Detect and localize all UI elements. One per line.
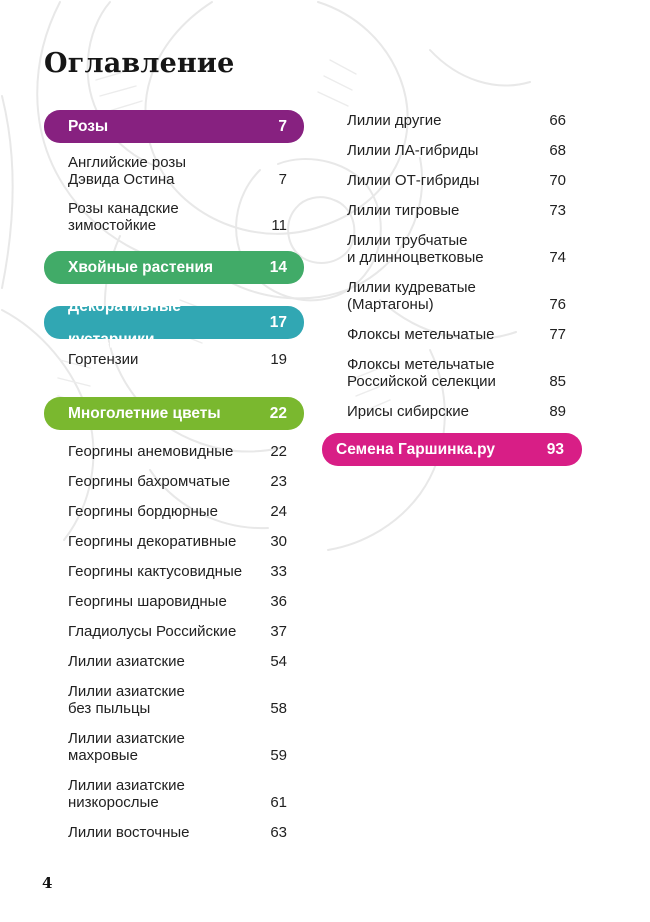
toc-item-row bbox=[322, 403, 582, 420]
toc-item-label: Розы канадские зимостойкие bbox=[68, 200, 179, 234]
toc-item-label: Лилии азиатские махровые bbox=[68, 730, 185, 764]
toc-item-page: 11 bbox=[271, 217, 287, 234]
toc-item-label: Гортензии bbox=[68, 351, 139, 368]
toc-item-page: 23 bbox=[270, 473, 287, 490]
toc-item-row bbox=[44, 777, 304, 811]
toc-section-label: Декоративные кустарники bbox=[68, 297, 181, 348]
toc-item-page: 58 bbox=[270, 700, 287, 717]
toc-item-label: Лилии азиатские bbox=[68, 653, 185, 670]
toc-item-page: 74 bbox=[549, 249, 566, 266]
toc-section-page: 7 bbox=[278, 118, 287, 135]
toc-section-bar-lightgreen bbox=[44, 397, 304, 430]
toc-item-label: Лилии восточные bbox=[68, 824, 190, 841]
toc-item-page: 19 bbox=[270, 351, 287, 368]
toc-item-label: Георгины анемовидные bbox=[68, 443, 234, 460]
toc-item-page: 73 bbox=[549, 202, 566, 219]
toc-item-label: Лилии кудреватые (Мартагоны) bbox=[347, 279, 476, 313]
toc-item-page: 37 bbox=[270, 623, 287, 640]
toc-section-label: Хвойные растения bbox=[68, 259, 214, 276]
toc-item-row bbox=[322, 112, 582, 129]
toc-item-row bbox=[44, 503, 304, 520]
toc-section-label: Семена Гаршинка.ру bbox=[336, 441, 496, 458]
toc-item-label: Георгины кактусовидные bbox=[68, 563, 243, 580]
toc-item-row bbox=[44, 824, 304, 841]
page-number: 4 bbox=[42, 874, 53, 892]
toc-item-page: 30 bbox=[270, 533, 287, 550]
toc-item-label: Лилии азиатские низкорослые bbox=[68, 777, 185, 811]
toc-item-label: Лилии ЛА-гибриды bbox=[347, 142, 479, 159]
toc-item-page: 70 bbox=[549, 172, 566, 189]
toc-item-page: 76 bbox=[549, 296, 566, 313]
toc-item-row bbox=[322, 356, 582, 390]
toc-item-label: Ирисы сибирские bbox=[347, 403, 469, 420]
toc-item-row bbox=[322, 142, 582, 159]
toc-item-row bbox=[322, 172, 582, 189]
toc-item-page: 7 bbox=[278, 171, 287, 188]
toc-right-column bbox=[322, 110, 582, 479]
toc-item-page: 24 bbox=[270, 503, 287, 520]
toc-item-label: Флоксы метельчатые Российской селекции bbox=[347, 356, 496, 390]
toc-item-label: Георгины шаровидные bbox=[68, 593, 227, 610]
toc-item-page: 89 bbox=[549, 403, 566, 420]
toc-section-page: 22 bbox=[269, 405, 287, 422]
toc-item-row bbox=[44, 533, 304, 550]
toc-item-row bbox=[44, 623, 304, 640]
toc-item-row bbox=[44, 653, 304, 670]
toc-item-row bbox=[44, 593, 304, 610]
toc-section-bar-teal bbox=[44, 297, 304, 348]
toc-item-label: Лилии другие bbox=[347, 112, 442, 129]
toc-item-page: 36 bbox=[270, 593, 287, 610]
toc-item-row bbox=[322, 326, 582, 343]
toc-item-label: Английские розы Дэвида Остина bbox=[68, 154, 187, 188]
toc-item-label: Лилии тигровые bbox=[347, 202, 460, 219]
toc-item-page: 61 bbox=[270, 794, 287, 811]
toc-item-row bbox=[44, 563, 304, 580]
toc-item-row bbox=[322, 232, 582, 266]
toc-item-label: Флоксы метельчатые bbox=[347, 326, 495, 343]
toc-section-page: 93 bbox=[546, 441, 564, 458]
toc-item-label: Георгины декоративные bbox=[68, 533, 237, 550]
toc-item-page: 22 bbox=[270, 443, 287, 460]
toc-item-row bbox=[322, 279, 582, 313]
toc-item-label: Лилии трубчатые и длинноцветковые bbox=[347, 232, 484, 266]
toc-item-row bbox=[44, 154, 304, 188]
toc-item-row bbox=[322, 202, 582, 219]
page-title: Оглавление bbox=[44, 48, 235, 80]
toc-item-row bbox=[44, 473, 304, 490]
toc-section-label: Многолетние цветы bbox=[68, 405, 221, 422]
toc-item-page: 33 bbox=[270, 563, 287, 580]
toc-item-page: 85 bbox=[549, 373, 566, 390]
toc-item-row bbox=[44, 200, 304, 234]
toc-section-label: Розы bbox=[68, 118, 109, 135]
toc-item-page: 66 bbox=[549, 112, 566, 129]
toc-section-bar-green bbox=[44, 251, 304, 284]
toc-section-page: 14 bbox=[269, 259, 287, 276]
toc-item-row bbox=[44, 683, 304, 717]
toc-item-page: 63 bbox=[270, 824, 287, 841]
toc-item-row bbox=[44, 730, 304, 764]
toc-section-bar-purple bbox=[44, 110, 304, 143]
toc-item-row bbox=[44, 443, 304, 460]
toc-item-page: 68 bbox=[549, 142, 566, 159]
toc-item-page: 54 bbox=[270, 653, 287, 670]
toc-item-label: Георгины бахромчатые bbox=[68, 473, 231, 490]
toc-item-page: 59 bbox=[270, 747, 287, 764]
toc-item-label: Георгины бордюрные bbox=[68, 503, 218, 520]
toc-item-label: Гладиолусы Российские bbox=[68, 623, 237, 640]
toc-section-page: 17 bbox=[269, 314, 287, 331]
toc-section-bar-pink bbox=[322, 433, 582, 466]
toc-item-label: Лилии ОТ-гибриды bbox=[347, 172, 480, 189]
toc-item-label: Лилии азиатские без пыльцы bbox=[68, 683, 185, 717]
toc-left-column bbox=[44, 110, 304, 854]
toc-item-page: 77 bbox=[549, 326, 566, 343]
